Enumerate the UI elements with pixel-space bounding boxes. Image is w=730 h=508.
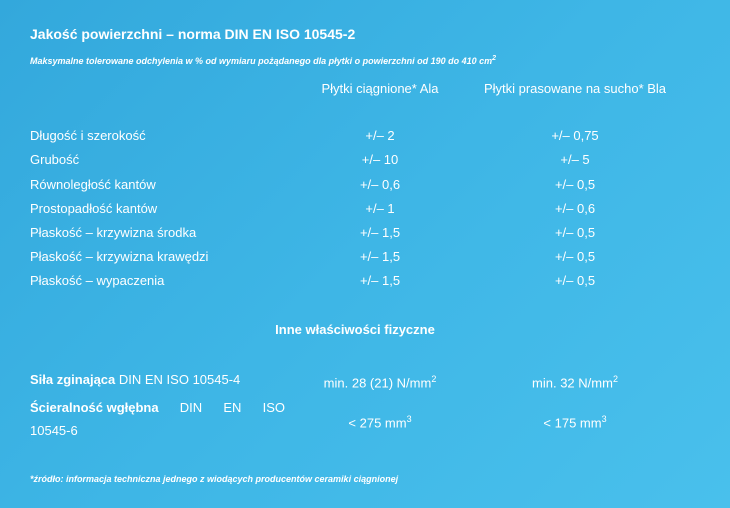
property-value-pressed [470,374,680,390]
property-label [30,400,285,438]
row-label: Równoległość kantów [30,177,156,192]
column-header-drawn: Płytki ciągnione* Ala [321,81,439,96]
property-value-sup: 3 [601,414,607,424]
row-value-pressed: +/– 0,6 [554,201,596,216]
row-value-pressed: +/– 0,5 [554,249,596,264]
property-value-pressed [470,414,680,430]
property-label-word: ISO [262,400,285,415]
column-header-pressed: Płytki prasowane na sucho* Bla [483,81,667,96]
property-value-sup: 2 [431,374,437,384]
property-label-bold: Ścieralność wgłębna [30,400,159,415]
row-value-drawn: +/– 2 [365,128,395,143]
property-label-line2: 10545-6 [30,423,78,438]
property-label-line1 [30,400,285,415]
property-value-text: < 275 mm [348,415,407,431]
row-value-pressed: +/– 0,5 [554,273,596,288]
row-value-drawn: +/– 1 [365,201,395,216]
subtitle [30,55,496,66]
page-title: Jakość powierzchni – norma DIN EN ISO 10545-2 [30,26,356,42]
subtitle-text: Maksymalne tolerowane odchylenia w % od wymiaru pożądanego dla płytki o powierzchni od 190 do 410 cm [30,56,493,66]
property-label [30,372,240,387]
property-value-drawn [300,374,460,390]
section-title: Inne właściwości fizyczne [275,322,435,337]
row-value-pressed: +/– 0,5 [554,225,596,240]
row-value-drawn: +/– 10 [361,152,399,167]
row-value-drawn: +/– 1,5 [359,249,401,264]
row-value-drawn: +/– 0,6 [359,177,401,192]
property-label-word: DIN [179,400,203,415]
property-label-rest: DIN EN ISO 10545-4 [118,372,241,387]
row-label: Płaskość – krzywizna środka [30,225,197,240]
property-label-bold: Siła zginająca [30,372,116,387]
row-label: Grubość [30,152,80,167]
row-label: Prostopadłość kantów [30,201,158,216]
row-value-pressed: +/– 5 [560,152,590,167]
row-value-drawn: +/– 1,5 [359,273,401,288]
row-value-drawn: +/– 1,5 [359,225,401,240]
property-value-sup: 3 [406,414,412,424]
row-label: Płaskość – krzywizna krawędzi [30,249,209,264]
property-value-text: < 175 mm [543,415,602,431]
property-label-word: EN [223,400,242,415]
row-label: Długość i szerokość [30,128,146,143]
row-value-pressed: +/– 0,75 [551,128,599,143]
property-value-text: min. 32 N/mm [532,375,613,391]
property-value-drawn [300,414,460,430]
footnote: *źródło: informacja techniczna jednego z wiodących producentów ceramiki ciągnionej [30,474,399,484]
row-label: Płaskość – wypaczenia [30,273,165,288]
property-value-sup: 2 [612,374,618,384]
row-value-pressed: +/– 0,5 [554,177,596,192]
subtitle-sup: 2 [492,55,497,62]
property-value-text: min. 28 (21) N/mm [323,375,432,391]
